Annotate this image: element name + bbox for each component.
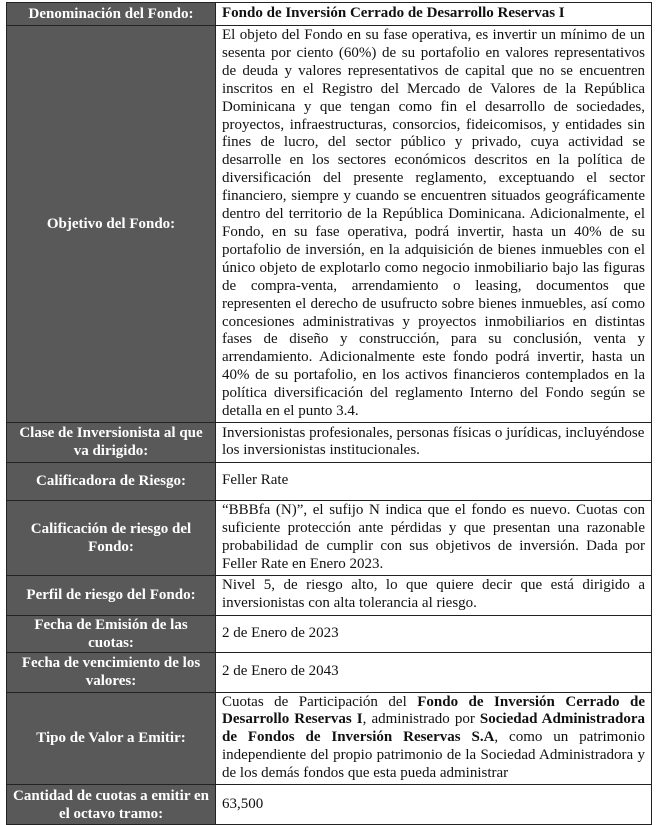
row-calificadora [7,462,652,500]
row-perfil [7,575,652,615]
value-cantidad: 63,500 [216,785,652,825]
value-calificadora: Feller Rate [216,462,652,500]
row-calificacion [7,500,652,575]
label-vencimiento: Fecha de vencimiento de los valores: [7,652,216,692]
tipo-fund-name: Fondo de Inversión Cerrado de Desarrollo Reservas I [222,693,645,728]
label-emision: Fecha de Emisión de las cuotas: [7,615,216,652]
row-objetivo [7,26,652,423]
value-objetivo: El objeto del Fondo en su fase operativa, es invertir un mínimo de un sesenta por ciento (60%) de su portafolio en valores representativos de deuda y valores representativos de capital que no se encuentren inscritos en el Registro del Mercado de Valores de la República Dominicana y que tengan como fin el desarrollo de sociedades, proyectos, infraestructuras, consorcios, fideicomisos, y entidades sin fines de lucro, del sector público y privado, cuya actividad se desarrolle en los sectores económicos descritos en la política de diversificación del presente reglamento, exceptuando el sector financiero, siempre y cuando se encuentren situados geográficamente dentro del territorio de la República Dominicana. Adicionalmente, el Fondo, en su fase operativa, podrá invertir, hasta un 40% de su portafolio de inversión, en la adquisición de bienes inmuebles con el único objeto de explotarlo como negocio inmobiliario bajo las figuras de compra-venta, arrendamiento o leasing, documentos que representen el derecho de usufructo sobre bienes inmuebles, así como concesiones administrativas y proyectos inmobiliarios en distintas fases de diseño y construcción, para su conclusión, venta y arrendamiento. Adicionalmente este fondo podrá invertir, hasta un 40% de su portafolio, en los activos financieros contemplados en la política diversificación del reglamento Interno del Fondo según se detalla en el punto 3.4. [216,26,652,423]
tipo-text-3: , como un patrimonio independiente del propio patrimonio de la Sociedad Administradora y de los demás fondos que esta pueda administrar [222,729,645,782]
fund-summary-sheet [6,2,652,825]
label-perfil: Perfil de riesgo del Fondo: [7,575,216,615]
row-tipo [7,692,652,785]
value-perfil: Nivel 5, de riesgo alto, lo que quiere decir que está dirigido a inversionistas con alta tolerancia al riesgo. [216,575,652,615]
label-clase: Clase de Inversionista al que va dirigido: [7,422,216,462]
row-vencimiento [7,652,652,692]
label-tipo: Tipo de Valor a Emitir: [7,692,216,785]
label-cantidad: Cantidad de cuotas a emitir en el octavo tramo: [7,785,216,825]
row-denominacion [7,3,652,26]
label-denominacion: Denominación del Fondo: [7,3,216,26]
label-calificacion: Calificación de riesgo del Fondo: [7,500,216,575]
value-clase: Inversionistas profesionales, personas físicas o jurídicas, incluyéndose los inversionistas institucionales. [216,422,652,462]
value-calificacion: “BBBfa (N)”, el sufijo N indica que el fondo es nuevo. Cuotas con suficiente protección ante pérdidas y que presentan una razonable probabilidad de cumplir con sus objetivos de inversión. Dada por Feller Rate en Enero 2023. [216,500,652,575]
fund-summary-table [6,2,652,825]
tipo-text-2: , administrado por [362,711,480,728]
row-emision [7,615,652,652]
value-vencimiento: 2 de Enero de 2043 [216,652,652,692]
tipo-administrator-name: Sociedad Administradora de Fondos de Inversión Reservas S.A [222,711,645,746]
label-objetivo: Objetivo del Fondo: [7,26,216,423]
value-denominacion: Fondo de Inversión Cerrado de Desarrollo Reservas I [216,3,652,26]
value-tipo [216,692,652,785]
value-emision: 2 de Enero de 2023 [216,615,652,652]
row-cantidad [7,785,652,825]
label-calificadora: Calificadora de Riesgo: [7,462,216,500]
row-clase [7,422,652,462]
tipo-text-1: Cuotas de Participación del [222,693,418,710]
